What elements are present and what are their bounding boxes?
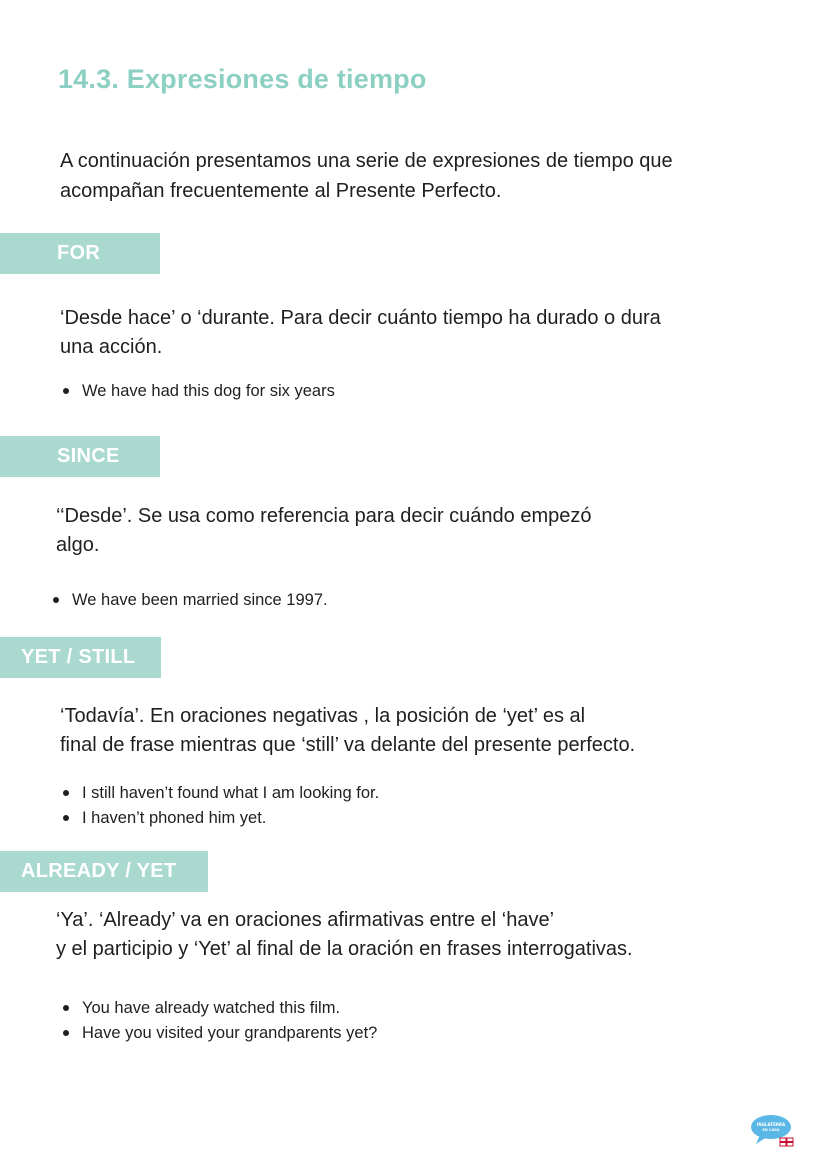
speech-bubble-logo-icon bbox=[750, 1113, 794, 1147]
page-title: 14.3. Expresiones de tiempo bbox=[58, 64, 427, 94]
section-text-line: algo. bbox=[56, 534, 100, 556]
logo-text-line-2: EN CASA bbox=[762, 1128, 780, 1132]
list-item bbox=[60, 996, 377, 1021]
intro-line-2: acompañan frecuentemente al Presente Perfecto. bbox=[60, 180, 502, 202]
examples-list-for bbox=[60, 379, 335, 404]
example-text: I still haven’t found what I am looking for. bbox=[82, 784, 380, 802]
intro-paragraph bbox=[60, 146, 780, 206]
section-text-line: y el participio y ‘Yet’ al final de la oración en frases interrogativas. bbox=[56, 938, 633, 960]
bullet-icon bbox=[63, 388, 69, 394]
list-item bbox=[50, 588, 328, 613]
example-text: Have you visited your grandparents yet? bbox=[82, 1024, 378, 1042]
section-text-already-yet bbox=[56, 906, 796, 964]
section-text-yet-still bbox=[60, 702, 760, 760]
section-text-for bbox=[60, 304, 760, 362]
section-heading-for: FOR bbox=[0, 233, 160, 274]
section-text-since bbox=[56, 502, 756, 560]
section-heading-yet-still: YET / STILL bbox=[0, 637, 161, 678]
examples-list-since bbox=[50, 588, 328, 613]
section-text-line: final de frase mientras que ‘still’ va delante del presente perfecto. bbox=[60, 734, 636, 756]
bullet-icon bbox=[63, 1030, 69, 1036]
examples-list-yet-still bbox=[60, 781, 379, 831]
example-text: I haven’t phoned him yet. bbox=[82, 809, 267, 827]
examples-list-already-yet bbox=[60, 996, 377, 1046]
section-text-line: ‘Ya’. ‘Already’ va en oraciones afirmativas entre el ‘have’ bbox=[56, 909, 555, 931]
bullet-icon bbox=[63, 790, 69, 796]
bullet-icon bbox=[63, 1005, 69, 1011]
list-item bbox=[60, 379, 335, 404]
section-heading-since: SINCE bbox=[0, 436, 160, 477]
section-text-line: ‘Desde hace’ o ‘durante. Para decir cuánto tiempo ha durado o dura bbox=[60, 307, 661, 329]
list-item bbox=[60, 781, 379, 806]
bullet-icon bbox=[63, 815, 69, 821]
list-item bbox=[60, 806, 379, 831]
example-text: We have been married since 1997. bbox=[72, 591, 328, 609]
logo-text-line-1: INGLATERRA bbox=[756, 1122, 786, 1127]
intro-line-1: A continuación presentamos una serie de expresiones de tiempo que bbox=[60, 150, 673, 172]
section-text-line: una acción. bbox=[60, 336, 163, 358]
example-text: We have had this dog for six years bbox=[82, 382, 335, 400]
section-text-line: ‘Todavía’. En oraciones negativas , la posición de ‘yet’ es al bbox=[60, 705, 586, 727]
example-text: You have already watched this film. bbox=[82, 999, 341, 1017]
section-heading-already-yet: ALREADY / YET bbox=[0, 851, 208, 892]
section-text-line: ‘‘Desde’. Se usa como referencia para decir cuándo empezó bbox=[56, 505, 592, 527]
list-item bbox=[60, 1021, 377, 1046]
bullet-icon bbox=[53, 597, 59, 603]
